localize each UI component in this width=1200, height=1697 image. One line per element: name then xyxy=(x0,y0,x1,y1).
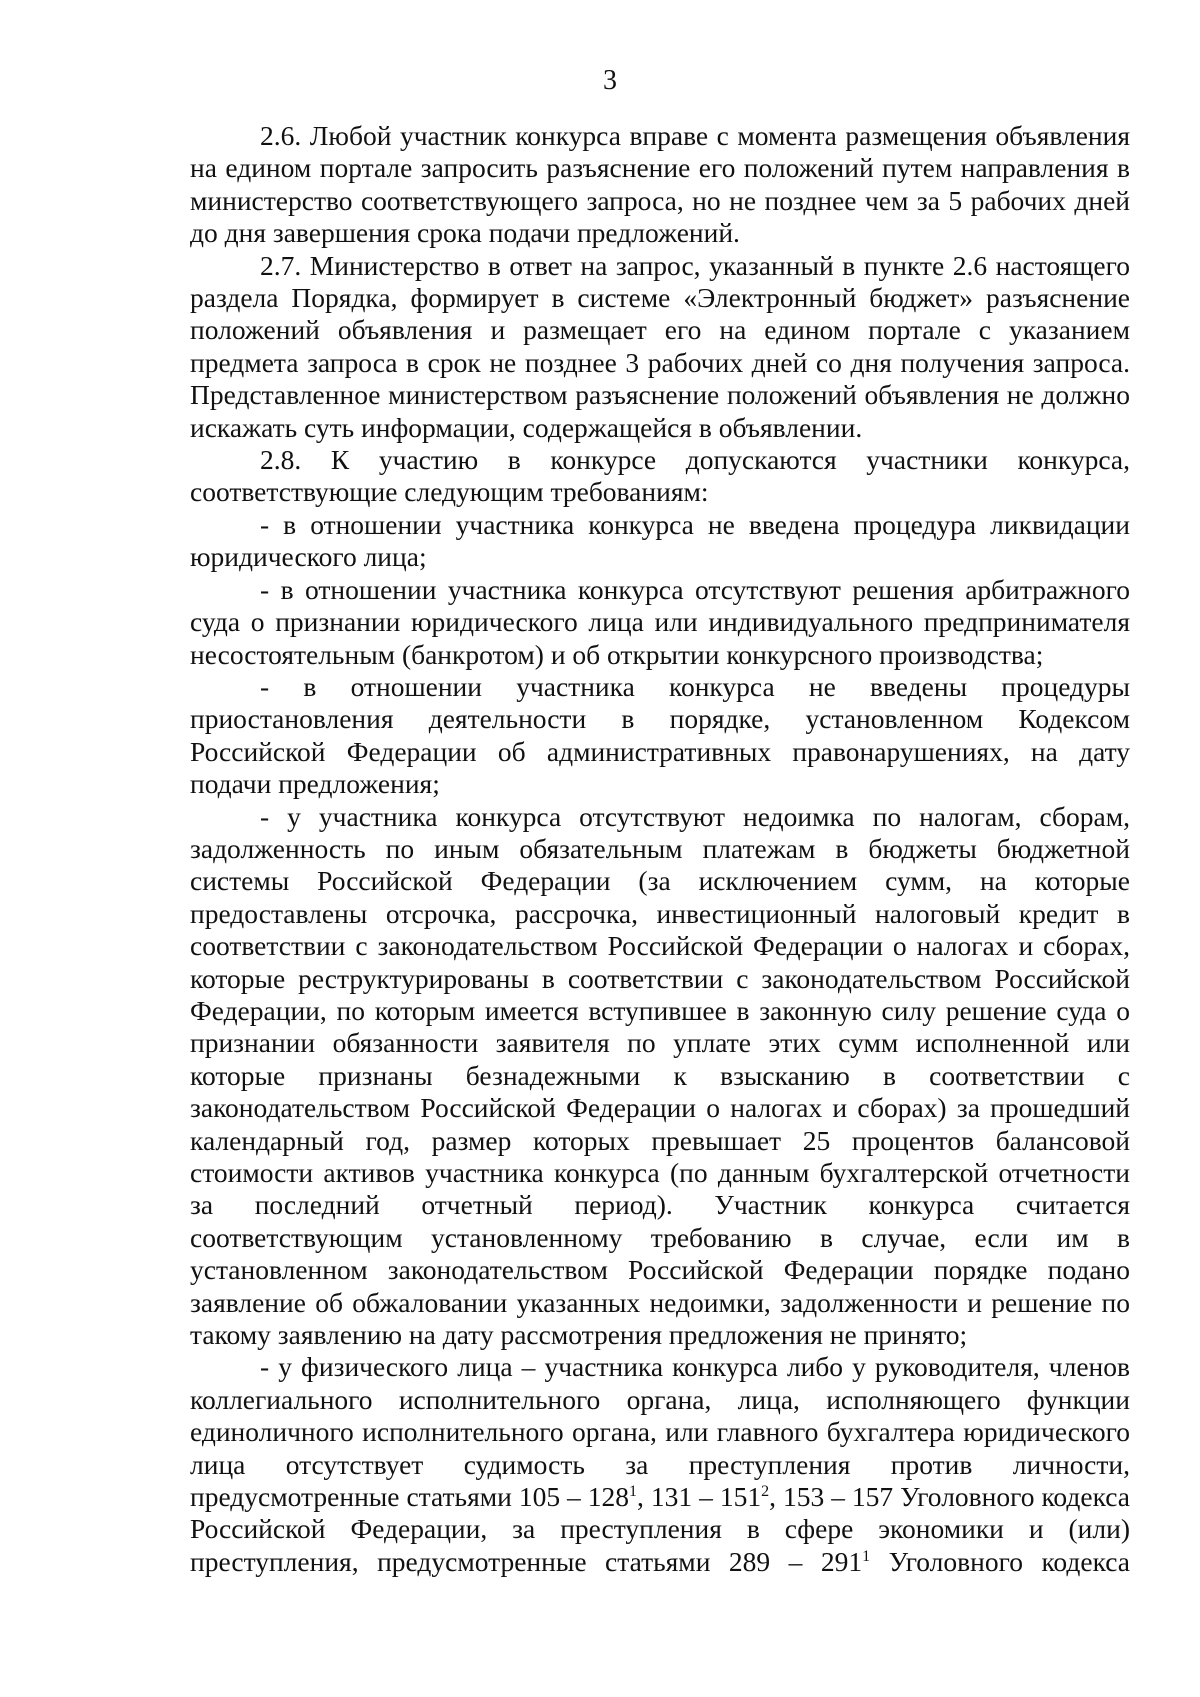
footnote-superscript: 2 xyxy=(761,1482,770,1500)
footnote-superscript: 1 xyxy=(629,1482,638,1500)
requirement-criminal-record-text-2: , 131 – 151 xyxy=(637,1481,762,1513)
requirement-bankruptcy: - в отношении участника конкурса отсутствуют решения арбитражного суда о признании юридического лица или индивидуального предпринимателя несостоятельным (банкротом) и об открытии конкурсного производства; xyxy=(190,573,1130,670)
requirement-liquidation: - в отношении участника конкурса не введена процедура ликвидации юридического лица; xyxy=(190,508,1130,573)
requirement-suspension: - в отношении участника конкурса не введены процедуры приостановления деятельности в порядке, установленном Кодексом Российской Федерации об административных правонарушениях, на дату подачи предложения; xyxy=(190,670,1130,800)
paragraph-2-7: 2.7. Министерство в ответ на запрос, указанный в пункте 2.6 настоящего раздела Порядка, формирует в системе «Электронный бюджет» разъяснение положений объявления и размещает его на едином портале с указанием предмета запроса в срок не позднее 3 рабочих дней со дня получения запроса. Представленное министерством разъяснение положений объявления не должно искажать суть информации, содержащейся в объявлении. xyxy=(190,249,1130,443)
requirement-criminal-record-text-4: Уголовного кодекса xyxy=(870,1545,1130,1577)
paragraph-2-8: 2.8. К участию в конкурсе допускаются участники конкурса, соответствующие следующим требованиям: xyxy=(190,444,1130,508)
paragraph-2-6: 2.6. Любой участник конкурса вправе с момента размещения объявления на едином портале запросить разъяснение его положений путем направления в министерство соответствующего запроса, но не позднее чем за 5 рабочих дней до дня завершения срока подачи предложений. xyxy=(190,120,1130,249)
requirement-criminal-record-text-1: - у физического лица – участника конкурса либо у руководителя, членов коллегиального исполнительного органа, лица, исполняющего функции единоличного исполнительного органа, или главного бухгалтера юридического лица отсутствует судимость за преступления против личности, предусмотренные статьями 105 – 128 xyxy=(190,1351,1130,1513)
requirement-criminal-record xyxy=(190,1351,1130,1578)
requirement-tax-arrears: - у участника конкурса отсутствуют недоимка по налогам, сборам, задолженность по иным обязательным платежам в бюджеты бюджетной системы Российской Федерации (за исключением сумм, на которые предоставлены отсрочка, рассрочка, инвестиционный налоговый кредит в соответствии с законодательством Российской Федерации о налогах и сборах, которые реструктурированы в соответствии с законодательством Российской Федерации, по которым имеется вступившее в законную силу решение суда о признании обязанности заявителя по уплате этих сумм исполненной или которые признаны безнадежными к взысканию в соответствии с законодательством Российской Федерации о налогах и сборах) за прошедший календарный год, размер которых превышает 25 процентов балансовой стоимости активов участника конкурса (по данным бухгалтерской отчетности за последний отчетный период). Участник конкурса считается соответствующим установленному требованию в случае, если им в установленном законодательством Российской Федерации порядке подано заявление об обжаловании указанных недоимки, задолженности и решение по такому заявлению на дату рассмотрения предложения не принято; xyxy=(190,800,1130,1351)
requirement-criminal-record-text-3: , 153 – 157 Уголовного кодекса Российской Федерации, за преступления в сфере экономики и (или) преступления, предусмотренные статьями 289 – 291 xyxy=(190,1481,1130,1577)
footnote-superscript: 1 xyxy=(862,1547,871,1565)
document-body xyxy=(190,120,1130,1578)
page-number: 3 xyxy=(603,65,617,96)
